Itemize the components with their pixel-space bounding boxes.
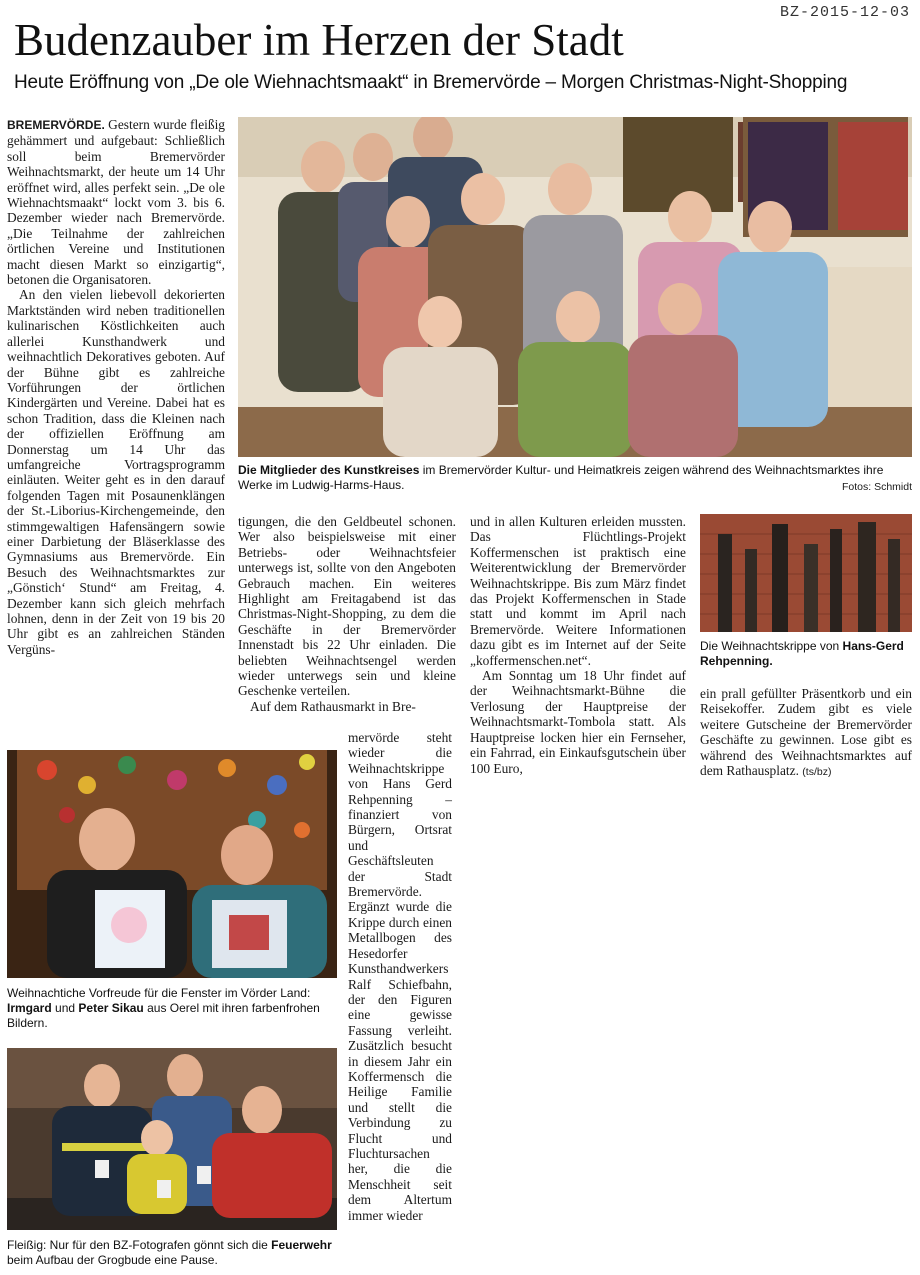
- paragraph: [7, 117, 225, 287]
- article-column-2: [238, 514, 456, 714]
- caption-krippe-bold: Hans-Gerd Rehpenning.: [700, 639, 904, 668]
- caption-kunstkreis-bold: Die Mitglieder des Kunstkreises: [238, 463, 420, 477]
- article-column-4: [700, 686, 912, 780]
- article-column-2-narrow: [348, 730, 452, 1223]
- caption-sikau-and: und: [51, 1001, 79, 1015]
- caption-sikau-text: Weihnachtiche Vorfreude für die Fenster im Vörder Land:: [7, 986, 311, 1000]
- paragraph-text: ein prall gefüllter Präsentkorb und ein Reisekoffer. Zudem gibt es viele weitere Gutscheine der Bremervörder Geschäfte zu gewinnen. Lose gibt es während des Weihnachtsmarktes auf dem Rathausplatz.: [700, 686, 912, 779]
- paragraph: Am Sonntag um 18 Uhr findet auf der Weihnachtsmarkt-Bühne die Verlosung der Hauptpreise der Weihnachtsmarkt-Tombola statt. Als Hauptpreise locken hier ein Fernseher, ein Fahrrad, ein Einkaufsgutschein über 100 Euro,: [470, 668, 686, 776]
- caption-feuerwehr-text: Fleißig: Nur für den BZ-Fotografen gönnt sich die: [7, 1238, 272, 1252]
- paragraph: und in allen Kulturen erleiden mussten. Das Flüchtlings-Projekt Koffermenschen ist praktisch eine Weiterentwicklung der Bremervörder Weihnachtskrippe. Bis zum März findet das Projekt Koffermenschen in Stade statt und kommt im April nach Bremervörde. Weitere Informationen dazu gibt es im Internet auf der Seite „koffermenschen.net“.: [470, 514, 686, 668]
- photo-feuerwehr: [7, 1048, 337, 1230]
- caption-kunstkreis-text: im Bremervörder Kultur- und Heimatkreis zeigen während des Weihnachtsmarktes ihre Werke im Ludwig-Harms-Haus.: [238, 463, 884, 492]
- caption-feuerwehr-bold: Feuerwehr: [271, 1238, 332, 1252]
- photo-sikau: [7, 750, 337, 978]
- caption-krippe-text: Die Weihnachtskrippe von: [700, 639, 843, 653]
- caption-feuerwehr-text-end: beim Aufbau der Grogbude eine Pause.: [7, 1253, 218, 1267]
- paragraph: tigungen, die den Geldbeutel schonen. Wer also beispielsweise mit einer Betriebs- oder Weihnachtsfeier unterwegs ist, sollte von den Angeboten Gebrauch machen. Ein weiteres Highlight am Freitagabend ist das Christmas-Night-Shopping, zu dem die Geschäfte in der Bremervörder Innenstadt bis 22 Uhr einladen. Die beliebten Weihnachtsengel werden wieder unterwegs sein und kleine Geschenke verteilen.: [238, 514, 456, 699]
- caption-kunstkreis: [238, 463, 912, 493]
- author-signature: (ts/bz): [802, 766, 832, 779]
- article-column-3: [470, 514, 686, 776]
- caption-krippe: [700, 639, 912, 669]
- paragraph: Auf dem Rathausmarkt in Bre-: [250, 698, 416, 714]
- photo-credit: Fotos: Schmidt: [841, 481, 912, 493]
- dateline: BREMERVÖRDE.: [7, 118, 105, 132]
- headline: Budenzauber im Herzen der Stadt: [14, 15, 624, 65]
- article-column-1: [7, 117, 225, 657]
- photo-krippe: [700, 514, 912, 632]
- paragraph: An den vielen liebevoll dekorierten Marktständen wird neben traditionellen kulinarischen Köstlichkeiten auch allerlei Kunsthandwerk und weihnachtlich Dekoratives geboten. Auf der Bühne gibt es zahlreiche Vorführungen der örtlichen Kindergärten und Vereine. Dabei hat es schon Tradition, dass die Kleinen nach der offiziellen Eröffnung am Donnerstag um 14 Uhr das umfangreiche Vortragsprogramm einläuten. Weiter geht es in den darauf folgenden Tagen mit Posaunenklängen der St.-Liborius-Kirchengemeinde, den stimmgewaltigen Hafensängern sowie einer Darbietung der Bläserklasse des Gymnasiums aus Bremervörde. Ein Besuch des Weihnachtsmarktes zur „Gönstich‘ Stund“ am Freitag, 4. Dezember kann sich gleich mehrfach lohnen, denn in der Zeit von 19 bis 20 Uhr gibt es an zahlreichen Ständen Vergüns-: [7, 287, 225, 657]
- paragraph: mervörde steht wieder die Weihnachtskrippe von Hans Gerd Rehpenning – finanziert von Bürgern, Ortsrat und Geschäftsleuten der Stadt Bremervörde. Ergänzt wurde die Krippe durch einen Metallbogen des Hesedorfer Kunsthandwerkers Ralf Schiefbahn, der den Figuren eine gewisse Fassung verleiht. Zusätzlich besucht in diesem Jahr ein Koffermensch die Heilige Familie und stellt die Verbindung zu Flucht und Fluchtursachen her, die die Menschheit seit dem Altertum immer wieder: [348, 730, 452, 1223]
- subheadline: Heute Eröffnung von „De ole Wiehnachtsmaakt“ in Bremervörde – Morgen Christmas-Night-Shopping: [14, 72, 848, 93]
- paragraph-text: Gestern wurde fleißig gehämmert und aufgebaut: Schließlich soll beim Bremervörder Weihnachtsmarkt, der heute um 14 Uhr eröffnet wird, alles perfekt sein. „De ole Wiehnachtsmaakt“ lockt vom 3. bis 6. Dezember wieder nach Bremervörde. „Die Teilnahme der zahlreichen örtlichen Vereine und Institutionen macht diesen Markt so einzigartig“, betonen die Organisatoren.: [7, 117, 225, 288]
- caption-sikau-name-2: Peter Sikau: [78, 1001, 144, 1015]
- caption-feuerwehr: [7, 1238, 337, 1268]
- caption-sikau: [7, 986, 337, 1031]
- date-stamp: BZ-2015-12-03: [779, 4, 910, 21]
- photo-kunstkreis: [238, 117, 912, 457]
- caption-sikau-text-end: aus Oerel mit ihren farbenfrohen Bildern.: [7, 1001, 320, 1030]
- caption-sikau-name-1: Irmgard: [7, 1001, 52, 1015]
- paragraph: [700, 686, 912, 780]
